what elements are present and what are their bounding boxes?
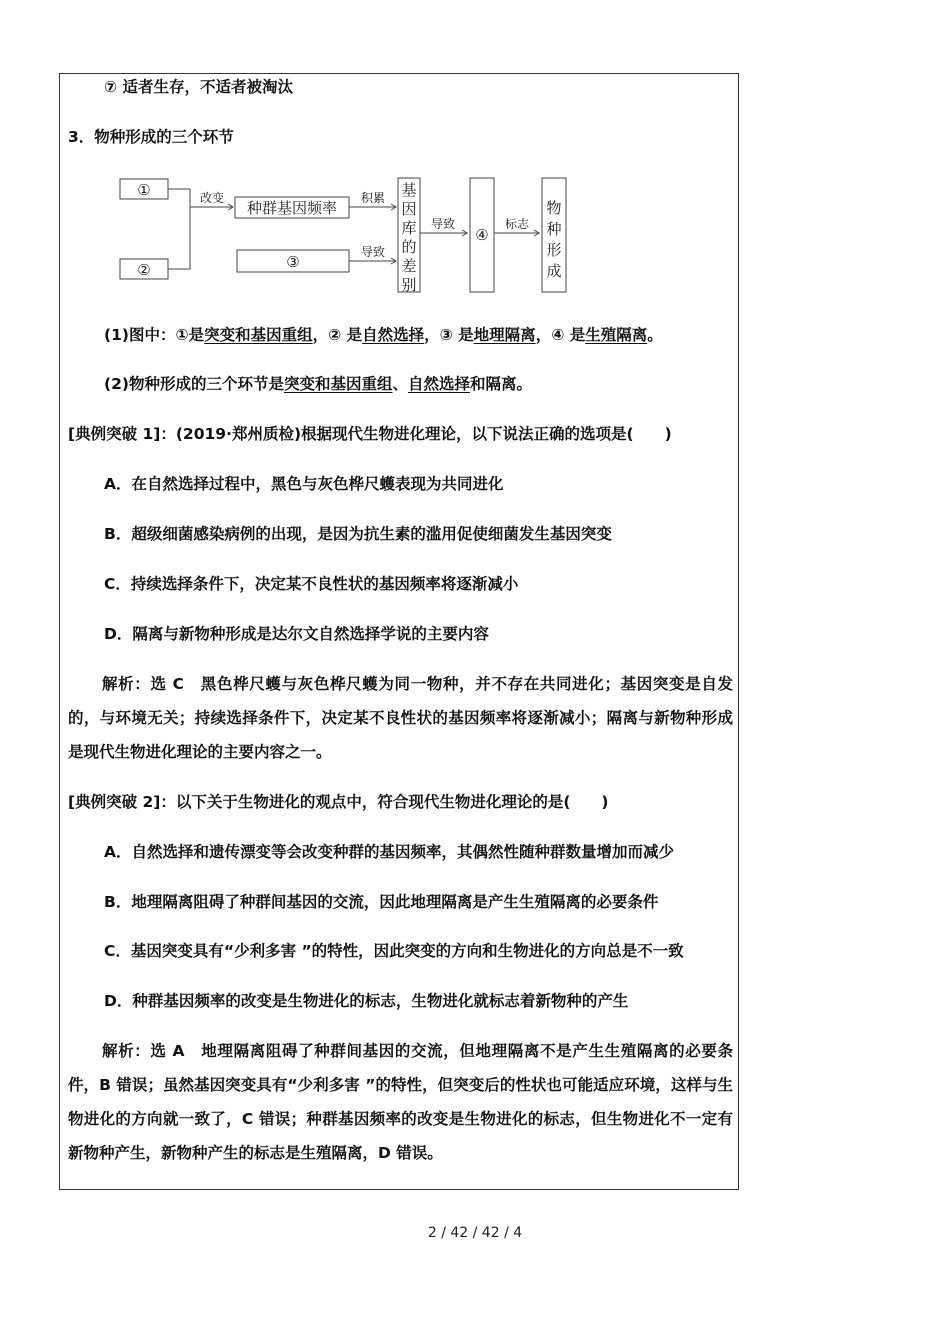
arrow-lead2-label: 导致	[430, 217, 456, 231]
gene-frequency-label: 种群基因频率	[246, 199, 338, 217]
box-4-label: ④	[475, 226, 489, 244]
arrow-accumulate-label: 积累	[360, 191, 386, 205]
example-1-analysis: 解析：选 C 黑色桦尺蠖与灰色桦尺蠖为同一物种，并不存在共同进化；基因突变是自发的，与环境无关；持续选择条件下，决定某不良性状的基因频率将逐渐减小；隔离与新物种形成是现代生物进化理论的主要内容之一。	[68, 675, 733, 761]
q2-answer-2: 自然选择	[408, 375, 471, 393]
q2-sep: 、	[392, 375, 408, 393]
gene-pool-char: 别	[401, 276, 417, 294]
box-3-label: ③	[286, 253, 300, 271]
example-2-analysis: 解析：选 A 地理隔离阻碍了种群间基因的交流，但地理隔离不是产生生殖隔离的必要条件，B 错误；虽然基因突变具有“少利多害 ”的特性，但突变后的性状也可能适应环境，这样与生物进化的方向就一致了，C 错误；种群基因频率的改变是生物进化的标志，但生物进化不一定有新物种产生，新物种产生的标志是生殖隔离，D 错误。	[68, 1042, 733, 1162]
species-char: 物	[546, 199, 562, 217]
gene-pool-char: 基	[401, 181, 417, 199]
arrow-mark-label: 标志	[504, 217, 530, 231]
page-number: 2 / 42 / 42 / 4	[427, 1225, 523, 1241]
q1-answer-4: 生殖隔离	[585, 326, 648, 344]
species-char: 形	[546, 241, 562, 259]
species-char: 种	[546, 220, 562, 238]
example-2-option-c: C．基因突变具有“少利多害 ”的特性，因此突变的方向和生物进化的方向总是不一致	[104, 942, 684, 960]
q1-answer-3: 地理隔离	[473, 326, 536, 344]
section-title: 3．物种形成的三个环节	[68, 128, 234, 146]
box-2-label: ②	[137, 261, 151, 279]
q2-prefix: (2)物种形成的三个环节是	[104, 375, 284, 393]
example-2-option-a: A．自然选择和遗传漂变等会改变种群的基因频率，其偶然性随种群数量增加而减少	[104, 843, 674, 861]
example-2-title: [典例突破 2]：以下关于生物进化的观点中，符合现代生物进化理论的是( )	[68, 793, 609, 811]
example-2-option-b: B．地理隔离阻碍了种群间基因的交流，因此地理隔离是产生生殖隔离的必要条件	[104, 893, 659, 911]
q1-answer-2: 自然选择	[362, 326, 425, 344]
q1-answer-1: 突变和基因重组	[204, 326, 313, 344]
example-1-option-d: D．隔离与新物种形成是达尔文自然选择学说的主要内容	[104, 625, 489, 643]
gene-pool-char: 因	[401, 200, 417, 218]
arrow-lead1-label: 导致	[360, 245, 386, 259]
example-2-option-d: D．种群基因频率的改变是生物进化的标志，生物进化就标志着新物种的产生	[104, 992, 629, 1010]
example-1-title: [典例突破 1]：(2019·郑州质检)根据现代生物进化理论，以下说法正确的选项是( )	[68, 425, 672, 443]
gene-pool-char: 库	[401, 219, 417, 237]
gene-pool-char: 差	[401, 257, 417, 275]
arrow-change-label: 改变	[199, 191, 225, 205]
q1-sep-3: ，④ 是	[535, 326, 586, 344]
top-line: ⑦ 适者生存，不适者被淘汰	[104, 78, 294, 96]
q2-end: 和隔离。	[470, 375, 533, 393]
speciation-diagram	[115, 173, 575, 298]
example-1-option-a: A．在自然选择过程中，黑色与灰色桦尺蠖表现为共同进化	[104, 475, 504, 493]
q1-end: 。	[647, 326, 663, 344]
q2-answer-1: 突变和基因重组	[283, 375, 393, 393]
box-1-label: ①	[137, 181, 151, 199]
q1-prefix: (1)图中：①是	[104, 326, 205, 344]
example-1-option-c: C．持续选择条件下，决定某不良性状的基因频率将逐渐减小	[104, 575, 519, 593]
species-char: 成	[546, 262, 562, 280]
question-1	[104, 325, 663, 345]
q1-sep-2: ，③ 是	[424, 326, 474, 344]
q1-sep-1: ，② 是	[312, 326, 363, 344]
example-1-option-b: B．超级细菌感染病例的出现，是因为抗生素的滥用促使细菌发生基因突变	[104, 525, 612, 543]
question-2	[104, 374, 532, 394]
gene-pool-char: 的	[401, 238, 417, 256]
